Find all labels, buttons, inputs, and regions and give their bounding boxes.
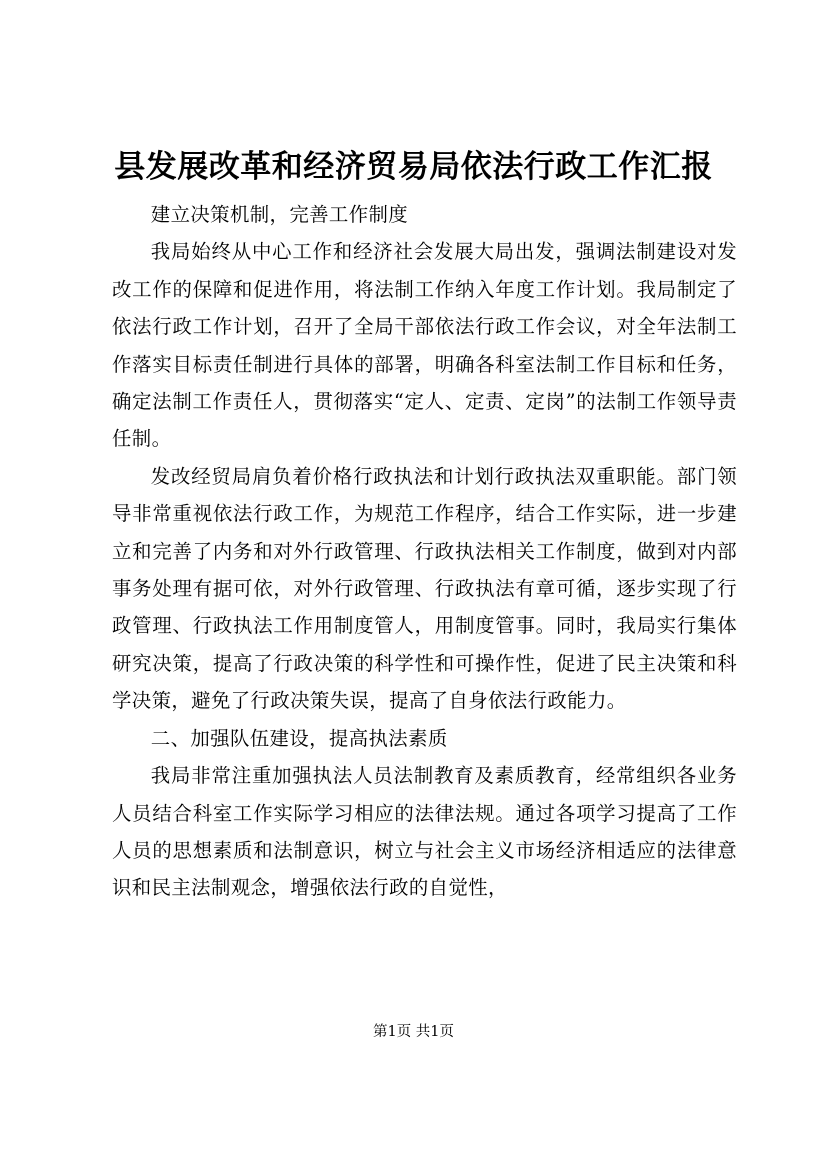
body-paragraph-1: 我局始终从中心工作和经济社会发展大局出发，强调法制建设对发改工作的保障和促进作用，将法制工作纳入年度工作计划。我局制定了依法行政工作计划，召开了全局干部依法行政工作会议，对全年法制工作落实目标责任制进行具体的部署，明确各科室法制工作目标和任务，确定法制工作责任人，贯彻落实“定人、定责、定岗”的法制工作领导责任制。	[112, 240, 737, 451]
page-number-footer: 第1页 共1页	[372, 1024, 455, 1040]
document-title: 县发展改革和经济贸易局依法行政工作汇报	[114, 149, 713, 185]
section-heading-2: 二、加强队伍建设，提高执法素质	[150, 726, 448, 750]
body-paragraph-3: 我局非常注重加强执法人员法制教育及素质教育，经常组织各业务人员结合科室工作实际学习相应的法律法规。通过各项学习提高了工作人员的思想素质和法制意识，树立与社会主义市场经济相适应的法律意识和民主法制观念，增强依法行政的自觉性，	[112, 764, 737, 900]
body-paragraph-2: 发改经贸局肩负着价格行政执法和计划行政执法双重职能。部门领导非常重视依法行政工作，为规范工作程序，结合工作实际，进一步建立和完善了内务和对外行政管理、行政执法相关工作制度，做到对内部事务处理有据可依，对外行政管理、行政执法有章可循，逐步实现了行政管理、行政执法工作用制度管人，用制度管事。同时，我局实行集体研究决策，提高了行政决策的科学性和可操作性，促进了民主决策和科学决策，避免了行政决策失误，提高了自身依法行政能力。	[112, 464, 737, 713]
document-body	[112, 196, 737, 907]
section-heading-1: 建立决策机制，完善工作制度	[150, 203, 409, 226]
